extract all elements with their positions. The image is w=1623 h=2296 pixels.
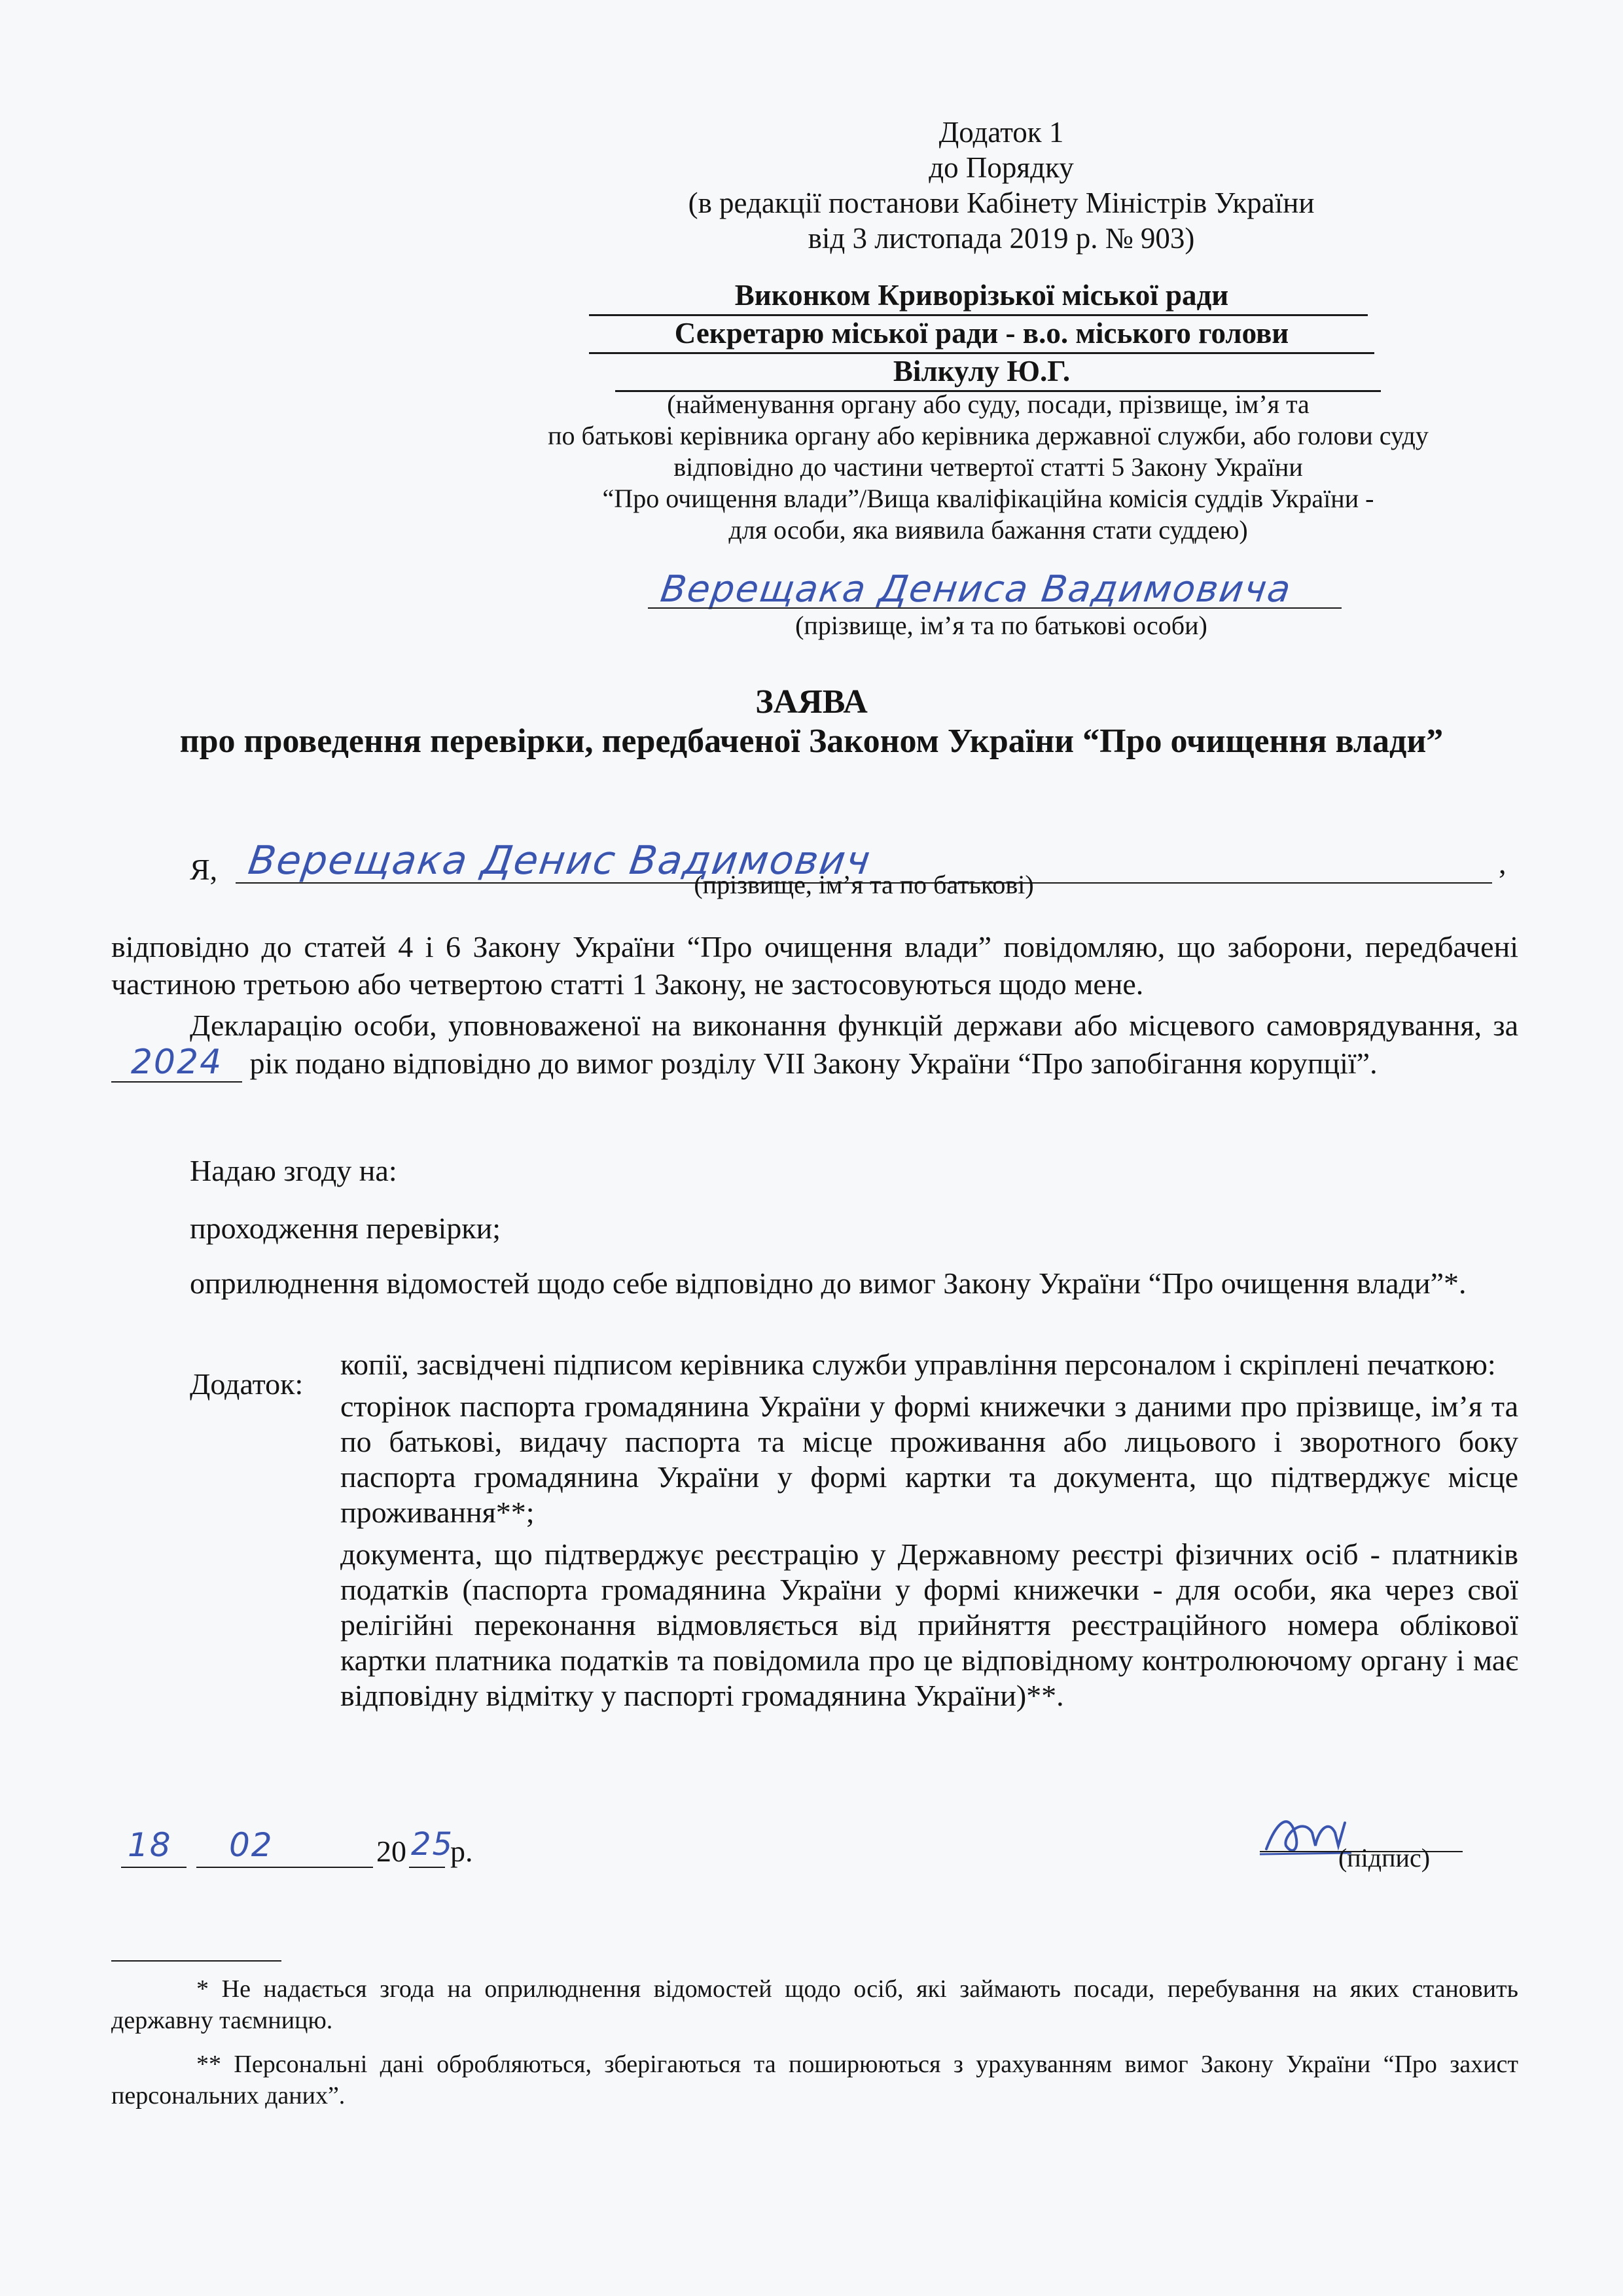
consent-item-1: проходження перевірки; — [190, 1211, 501, 1245]
statement-name-handwritten: Верещака Денис Вадимович — [245, 838, 874, 884]
appendix-edition: (в редакції постанови Кабінету Міністрів України — [688, 187, 1315, 219]
addressee-caption-line: (найменування органу або суду, посади, прізвище, ім’я та — [667, 389, 1310, 419]
statement-comma: , — [1499, 846, 1507, 880]
addressee-caption — [510, 389, 1466, 546]
addressee-caption-line: “Про очищення влади”/Вища кваліфікаційна комісія суддів України - — [602, 484, 1374, 513]
attachment-item-2: сторінок паспорта громадянина України у формі книжечки з даними про прізвище, ім’я та по батькові, видачу паспорта та місце проживання або лицьового і зворотного боку паспорта громадянина України у формі картки та документа, що підтверджує місце проживання**; — [340, 1390, 1518, 1529]
document-title: ЗАЯВА — [755, 683, 868, 721]
statement-prefix: Я, — [190, 853, 218, 886]
date-year-handwritten: 25 — [411, 1826, 454, 1863]
statement-name-caption: (прізвище, ім’я та по батькові) — [694, 870, 1034, 899]
addressee-line-1: Виконком Криворізької міської ради — [734, 279, 1229, 312]
consent-item-2: оприлюднення відомостей щодо себе відповідно до вимог Закону України “Про очищення влади”*. — [190, 1266, 1467, 1300]
attachment-label: Додаток: — [190, 1367, 304, 1401]
appendix-header — [589, 115, 1414, 256]
footnote-separator — [111, 1960, 281, 1962]
date-year-prefix: 20 — [376, 1835, 406, 1868]
document-subtitle: про проведення перевірки, передбаченої Законом України “Про очищення влади” — [179, 723, 1444, 760]
declaration-year-handwritten: 2024 — [111, 1044, 242, 1083]
applicant-name-caption: (прізвище, ім’я та по батькові особи) — [795, 611, 1207, 640]
attachment-list — [340, 1347, 1518, 1713]
applicant-name-handwritten: Верещака Дениса Вадимовича — [658, 568, 1294, 611]
attachment-item-1: копії, засвідчені підписом керівника служби управління персоналом і скріплені печаткою: — [340, 1348, 1496, 1381]
addressee-line-2: Секретарю міської ради - в.о. міського голови — [674, 317, 1289, 350]
date-month-underline — [196, 1867, 373, 1868]
attachment-item-3: документа, що підтверджує реєстрацію у Державному реєстрі фізичних осіб - платників податків (паспорта громадянина України у формі книжечки - для особи, яка через свої релігійні переконання відмовляється від прийняття реєстраційного номера облікової картки платника податків та повідомила про це відповідному контролюючому органу і має відповідну відмітку у паспорті громадянина України)**. — [340, 1537, 1518, 1712]
appendix-number: Додаток 1 — [938, 116, 1064, 149]
addressee-caption-line: по батькові керівника органу або керівника державної служби, або голови суду — [548, 421, 1429, 450]
date-year-underline — [409, 1867, 445, 1868]
appendix-procedure: до Порядку — [929, 151, 1074, 184]
statement-paragraph-2 — [111, 1007, 1518, 1083]
addressee-caption-line: для особи, яка виявила бажання стати суддею) — [728, 515, 1248, 545]
date-day-handwritten: 18 — [128, 1826, 172, 1864]
footnote-2: ** Персональні дані обробляються, зберігаються та поширюються з урахуванням вимог Закону України “Про захист персональних даних”. — [111, 2051, 1518, 2109]
declaration-text-after: рік подано відповідно до вимог розділу VII Закону України “Про запобігання корупції”. — [249, 1047, 1378, 1080]
addressee-caption-line: відповідно до частини четвертої статті 5 Закону України — [673, 452, 1303, 482]
consent-title: Надаю згоду на: — [190, 1154, 397, 1187]
declaration-text-before: Декларацію особи, уповноваженої на виконання функцій держави або місцевого самоврядування, за — [190, 1009, 1518, 1042]
addressee-line-3: Вілкулу Ю.Г. — [893, 355, 1071, 387]
date-day-underline — [121, 1867, 187, 1868]
signature-caption: (підпис) — [1338, 1843, 1431, 1873]
statement-paragraph-1: відповідно до статей 4 і 6 Закону України “Про очищення влади” повідомляю, що заборони, передбачені частиною третьою або четвертою статті 1 Закону, не застосовуються щодо мене. — [111, 930, 1518, 1001]
date-year-suffix-label: р. — [450, 1835, 473, 1868]
date-month-handwritten: 02 — [229, 1826, 274, 1864]
applicant-name-underline — [648, 607, 1342, 609]
appendix-date: від 3 листопада 2019 р. № 903) — [808, 222, 1195, 255]
footnote-1: * Не надається згода на оприлюднення відомостей щодо осіб, які займають посади, перебування на яких становить державну таємницю. — [111, 1975, 1518, 2034]
